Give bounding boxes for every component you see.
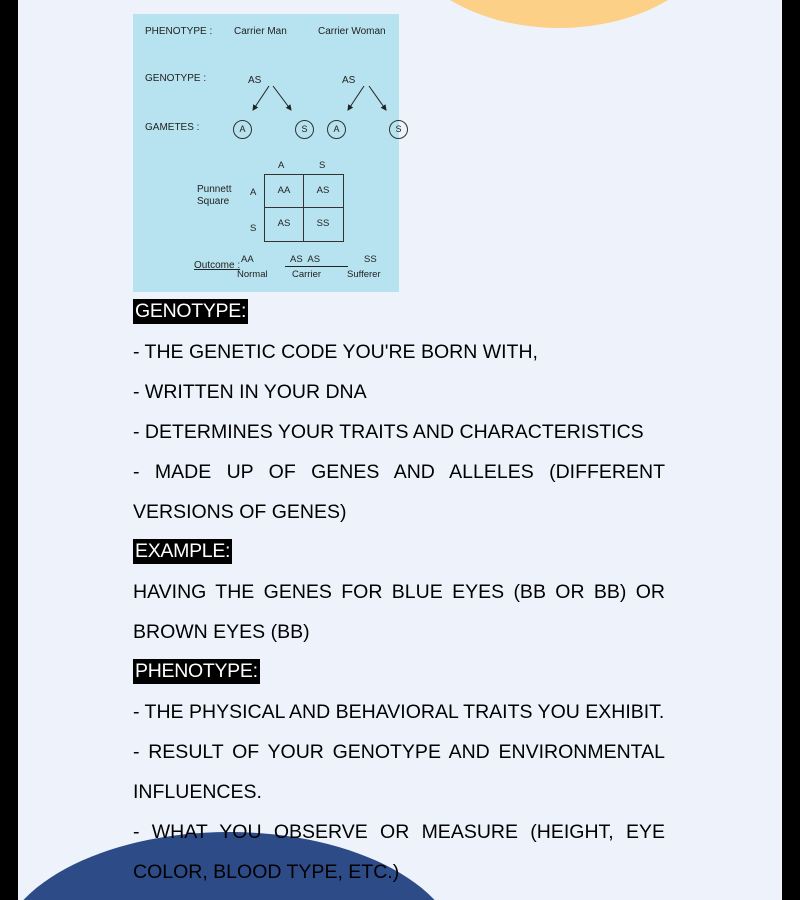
punnett-diagram: [133, 14, 402, 292]
gamete-circle: A: [233, 120, 252, 139]
woman-genotype: AS: [342, 75, 356, 86]
phenotype-point: INFLUENCES.: [133, 781, 262, 803]
carrier-woman-label: Carrier Woman: [318, 26, 386, 37]
punnett-cell: AA: [277, 185, 291, 196]
genotype-point: - MADE UP OF GENES AND ALLELES (DIFFERENT: [133, 461, 665, 483]
carrier-man-label: Carrier Man: [234, 26, 287, 37]
gamete-circle: S: [389, 120, 408, 139]
punnett-cell: AS: [277, 218, 291, 229]
outcome-status: Normal: [237, 269, 268, 280]
example-text: BROWN EYES (BB): [133, 621, 310, 643]
punnett-grid: [264, 174, 344, 242]
example-text: HAVING THE GENES FOR BLUE EYES (BB OR BB) OR: [133, 581, 665, 603]
grid-divider: [303, 175, 304, 241]
phenotype-point: - WHAT YOU OBSERVE OR MEASURE (HEIGHT, EYE: [133, 821, 665, 843]
outcome-genotype: AS AS: [290, 254, 321, 265]
punnett-cell: SS: [316, 218, 330, 229]
punnett-col-header: A: [278, 160, 285, 171]
genotype-heading: GENOTYPE:: [135, 300, 247, 322]
genotype-point: - DETERMINES YOUR TRAITS AND CHARACTERISTICS: [133, 421, 644, 443]
phenotype-label: PHENOTYPE :: [145, 26, 213, 37]
punnett-label: Punnett: [197, 184, 232, 195]
punnett-row-header: S: [250, 223, 257, 234]
phenotype-point: COLOR, BLOOD TYPE, ETC.): [133, 861, 400, 883]
outcome-status: Carrier: [292, 269, 322, 280]
document-page: [18, 0, 782, 900]
outcome-label: Outcome :: [194, 260, 241, 271]
genotype-point: VERSIONS OF GENES): [133, 501, 347, 523]
genotype-point: - THE GENETIC CODE YOU'RE BORN WITH,: [133, 341, 538, 363]
outcome-genotype: AA: [241, 254, 254, 265]
phenotype-point: - RESULT OF YOUR GENOTYPE AND ENVIRONMENTAL: [133, 741, 665, 763]
punnett-cell: AS: [316, 185, 330, 196]
phenotype-heading: PHENOTYPE:: [135, 660, 258, 682]
punnett-col-header: S: [319, 160, 326, 171]
gamete-arrows: [133, 14, 399, 292]
gamete-circle: S: [295, 120, 314, 139]
genotype-point: - WRITTEN IN YOUR DNA: [133, 381, 367, 403]
example-heading: EXAMPLE:: [135, 540, 231, 562]
punnett-label: Square: [197, 196, 230, 207]
grid-divider: [265, 207, 343, 208]
genotype-label: GENOTYPE :: [145, 73, 207, 84]
man-genotype: AS: [248, 75, 262, 86]
outcome-divider: [285, 266, 348, 267]
outcome-status: Sufferer: [347, 269, 381, 280]
punnett-row-header: A: [250, 187, 257, 198]
gamete-circle: A: [327, 120, 346, 139]
decorative-top-blob: [396, 0, 722, 28]
outcome-genotype: SS: [364, 254, 377, 265]
phenotype-point: - THE PHYSICAL AND BEHAVIORAL TRAITS YOU EXHIBIT.: [133, 701, 665, 723]
gametes-label: GAMETES :: [145, 122, 200, 133]
